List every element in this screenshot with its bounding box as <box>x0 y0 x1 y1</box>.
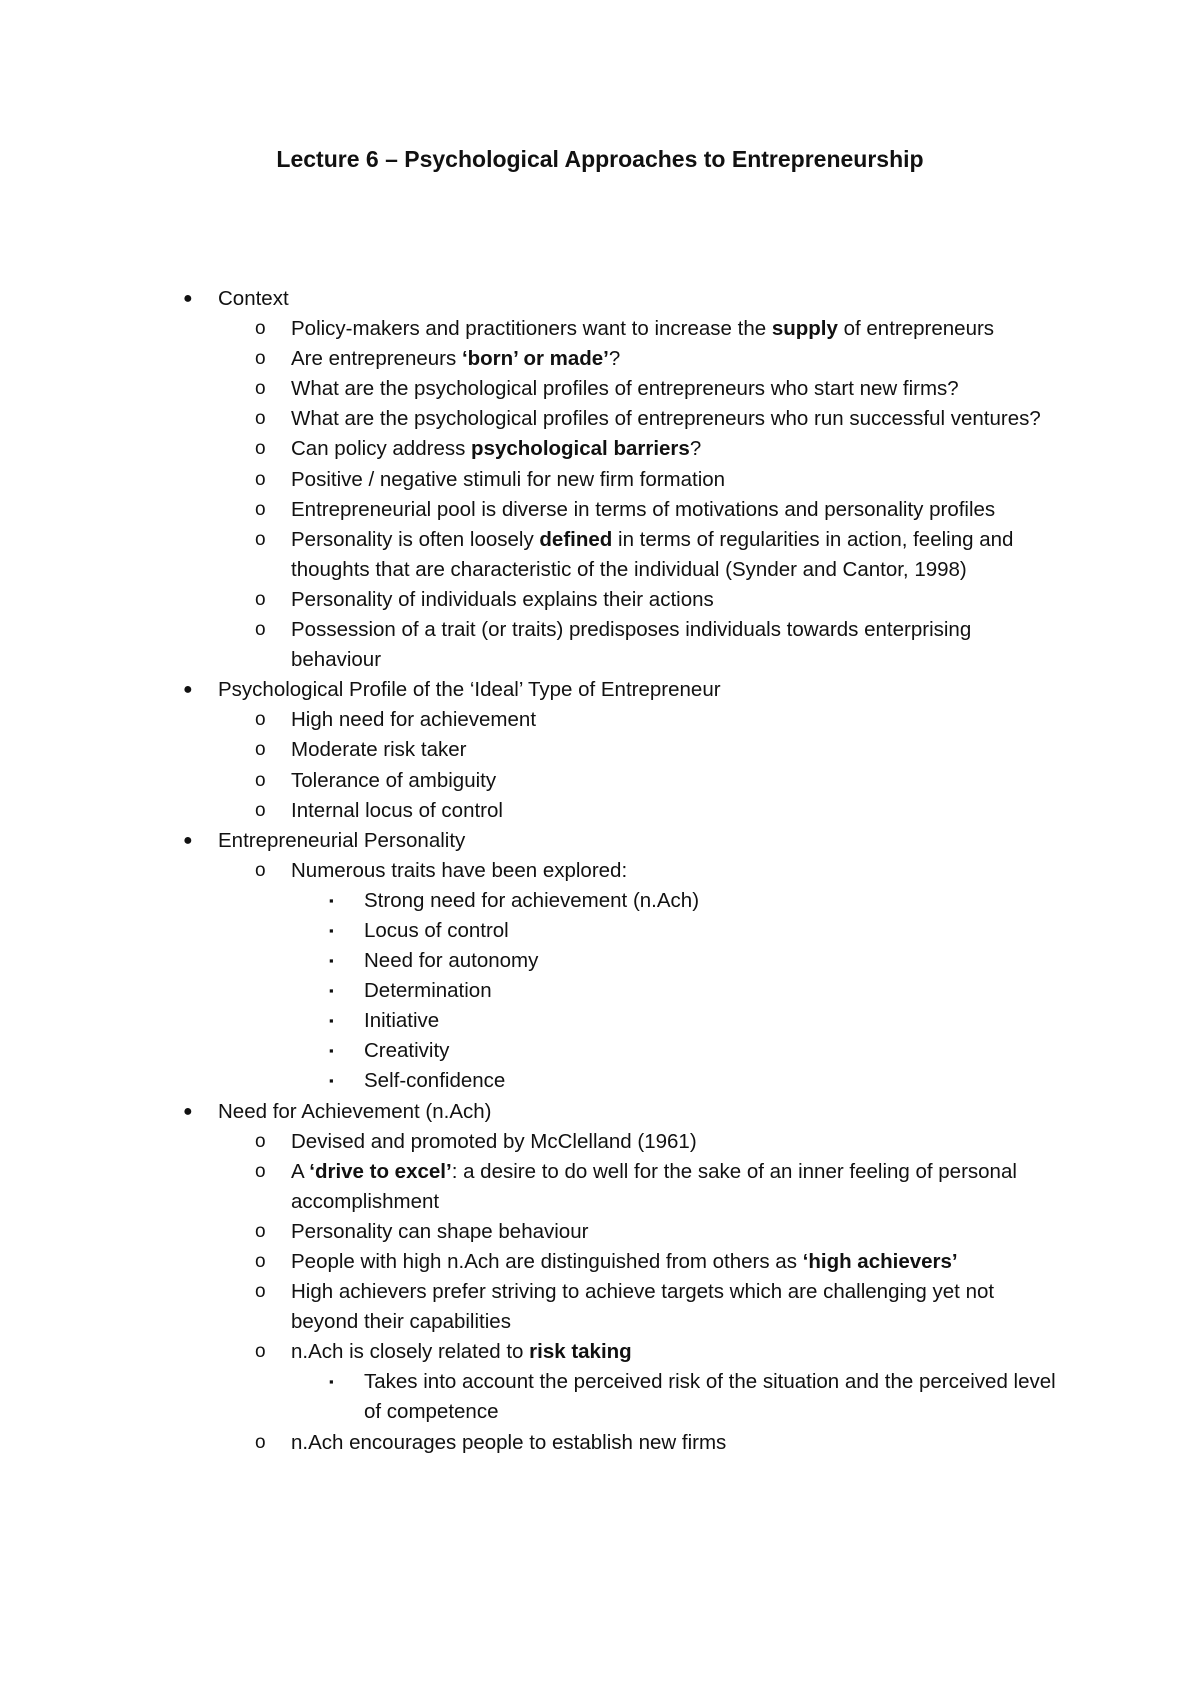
item-text: Personality is often loosely <box>291 527 540 551</box>
bullet-disc-icon: ● <box>183 831 193 849</box>
bullet-circle-icon: o <box>255 1431 266 1453</box>
bullet-circle-icon: o <box>255 1130 266 1152</box>
section-heading: Need for Achievement (n.Ach) <box>218 1099 492 1123</box>
item-text: Entrepreneurial pool is diverse in terms of motivations and personality profiles <box>291 497 996 521</box>
section-heading: Psychological Profile of the ‘Ideal’ Type of Entrepreneur <box>218 678 721 702</box>
page-title: Lecture 6 – Psychological Approaches to Entrepreneurship <box>276 146 924 172</box>
bullet-disc-icon: ● <box>183 290 193 307</box>
list-item <box>0 404 1200 434</box>
bullet-circle-icon: o <box>255 468 266 490</box>
outline-list <box>0 284 1200 1458</box>
item-text: Numerous traits have been explored: <box>291 858 628 882</box>
item-text: Initiative <box>364 1009 440 1033</box>
item-text: Self-confidence <box>364 1069 506 1093</box>
list-item <box>0 434 1200 464</box>
bullet-circle-icon: o <box>255 619 266 641</box>
item-bold-text: ‘drive to excel’ <box>309 1159 452 1183</box>
sub-list-item <box>0 1006 1200 1036</box>
bullet-circle-icon: o <box>255 1281 266 1303</box>
bullet-square-icon: ▪ <box>329 1374 334 1390</box>
bullet-circle-icon: o <box>255 799 266 821</box>
item-text: : a desire to do well for the sake of an inner feeling of personal accomplishment <box>291 1159 1017 1213</box>
list-item <box>0 735 1200 765</box>
bullet-circle-icon: o <box>255 1251 266 1272</box>
bullet-circle-icon: o <box>255 739 266 761</box>
bullet-circle-icon: o <box>255 769 266 791</box>
list-item <box>0 374 1200 404</box>
item-bold-text: supply <box>771 317 838 341</box>
bullet-circle-icon: o <box>255 318 266 340</box>
item-text: High need for achievement <box>291 708 537 732</box>
list-item <box>0 1247 1200 1277</box>
item-text: Are entrepreneurs <box>291 347 462 371</box>
bullet-square-icon: ▪ <box>329 953 334 969</box>
section-context <box>0 284 1200 314</box>
item-text: of entrepreneurs <box>837 317 995 341</box>
bullet-disc-icon: ● <box>183 1102 193 1120</box>
bullet-square-icon: ▪ <box>329 922 334 938</box>
item-text: Positive / negative stimuli for new firm formation <box>291 467 726 491</box>
item-bold-text: ‘born’ or made’ <box>461 347 609 371</box>
list-item <box>0 1157 1200 1217</box>
bullet-circle-icon: o <box>255 408 266 430</box>
bullet-circle-icon: o <box>255 438 266 460</box>
item-text: Creativity <box>364 1039 450 1063</box>
bullet-circle-icon: o <box>255 378 266 400</box>
list-item <box>0 615 1200 675</box>
section-need-for-achievement <box>0 1097 1200 1127</box>
item-text: A <box>291 1159 310 1183</box>
list-item <box>0 1127 1200 1157</box>
item-text: Takes into account the perceived risk of the situation and the perceived level of competence <box>364 1370 1056 1424</box>
list-item <box>0 495 1200 525</box>
bullet-circle-icon: o <box>255 348 266 370</box>
item-text: Possession of a trait (or traits) predisposes individuals towards enterprising behaviour <box>291 618 972 672</box>
sub-list-item <box>0 946 1200 976</box>
item-text: Moderate risk taker <box>291 738 467 762</box>
list-item <box>0 314 1200 344</box>
bullet-square-icon: ▪ <box>329 1013 334 1029</box>
item-text: People with high n.Ach are distinguished from others as <box>291 1250 803 1273</box>
section-personality <box>0 826 1200 856</box>
list-item <box>0 344 1200 374</box>
item-text: n.Ach encourages people to establish new firms <box>291 1430 727 1454</box>
item-text: Personality of individuals explains their actions <box>291 587 714 611</box>
bullet-square-icon: ▪ <box>329 1043 334 1059</box>
item-text: Tolerance of ambiguity <box>291 768 497 792</box>
sub-list-item <box>0 976 1200 1006</box>
list-item <box>0 1217 1200 1247</box>
list-item <box>0 465 1200 495</box>
section-heading: Entrepreneurial Personality <box>218 828 466 852</box>
item-text: n.Ach is closely related to <box>291 1340 530 1364</box>
list-item <box>0 796 1200 826</box>
item-text: What are the psychological profiles of entrepreneurs who run successful ventures? <box>291 407 1041 431</box>
list-item <box>0 705 1200 735</box>
sub-list-item <box>0 1066 1200 1096</box>
item-text: What are the psychological profiles of entrepreneurs who start new firms? <box>291 377 959 401</box>
sub-list-item <box>0 1367 1200 1427</box>
list-item <box>0 1428 1200 1458</box>
item-text: in terms of regularities in action, feeling and thoughts that are characteristic of the individual (Synder and Cantor, 1998) <box>291 527 1014 581</box>
item-text: Locus of control <box>364 918 509 942</box>
bullet-circle-icon: o <box>255 1341 266 1363</box>
item-bold-text: ‘high achievers’ <box>802 1250 958 1273</box>
item-text: Internal locus of control <box>291 798 503 822</box>
item-bold-text: defined <box>539 527 613 551</box>
sub-list-item <box>0 886 1200 916</box>
item-bold-text: risk taking <box>529 1340 632 1364</box>
bullet-square-icon: ▪ <box>329 1073 334 1089</box>
item-text: ? <box>689 437 702 461</box>
bullet-circle-icon: o <box>255 1160 266 1182</box>
bullet-square-icon: ▪ <box>329 983 334 999</box>
bullet-square-icon: ▪ <box>329 892 334 908</box>
item-text: Strong need for achievement (n.Ach) <box>364 888 700 912</box>
item-text: Can policy address <box>291 437 472 461</box>
item-text: Need for autonomy <box>364 949 539 973</box>
bullet-circle-icon: o <box>255 528 266 550</box>
list-item <box>0 525 1200 585</box>
bullet-circle-icon: o <box>255 1220 266 1242</box>
sub-list-item <box>0 916 1200 946</box>
item-text: High achievers prefer striving to achieve targets which are challenging yet not beyond their capabilities <box>291 1280 995 1334</box>
item-text: Policy-makers and practitioners want to increase the <box>291 317 772 341</box>
list-item <box>0 585 1200 615</box>
list-item <box>0 1337 1200 1367</box>
item-text: Devised and promoted by McClelland (1961) <box>291 1129 697 1153</box>
bullet-circle-icon: o <box>255 859 266 881</box>
list-item <box>0 766 1200 796</box>
sub-list-item <box>0 1036 1200 1066</box>
bullet-circle-icon: o <box>255 498 266 520</box>
bullet-disc-icon: ● <box>183 681 193 699</box>
item-text: Determination <box>364 979 492 1003</box>
bullet-circle-icon: o <box>255 588 266 610</box>
section-ideal-profile <box>0 675 1200 705</box>
item-bold-text: psychological barriers <box>471 437 690 461</box>
list-item <box>0 856 1200 886</box>
item-text: ? <box>608 347 621 371</box>
section-heading: Context <box>218 287 289 310</box>
bullet-circle-icon: o <box>255 709 266 731</box>
list-item <box>0 1277 1200 1337</box>
item-text: Personality can shape behaviour <box>291 1219 589 1243</box>
